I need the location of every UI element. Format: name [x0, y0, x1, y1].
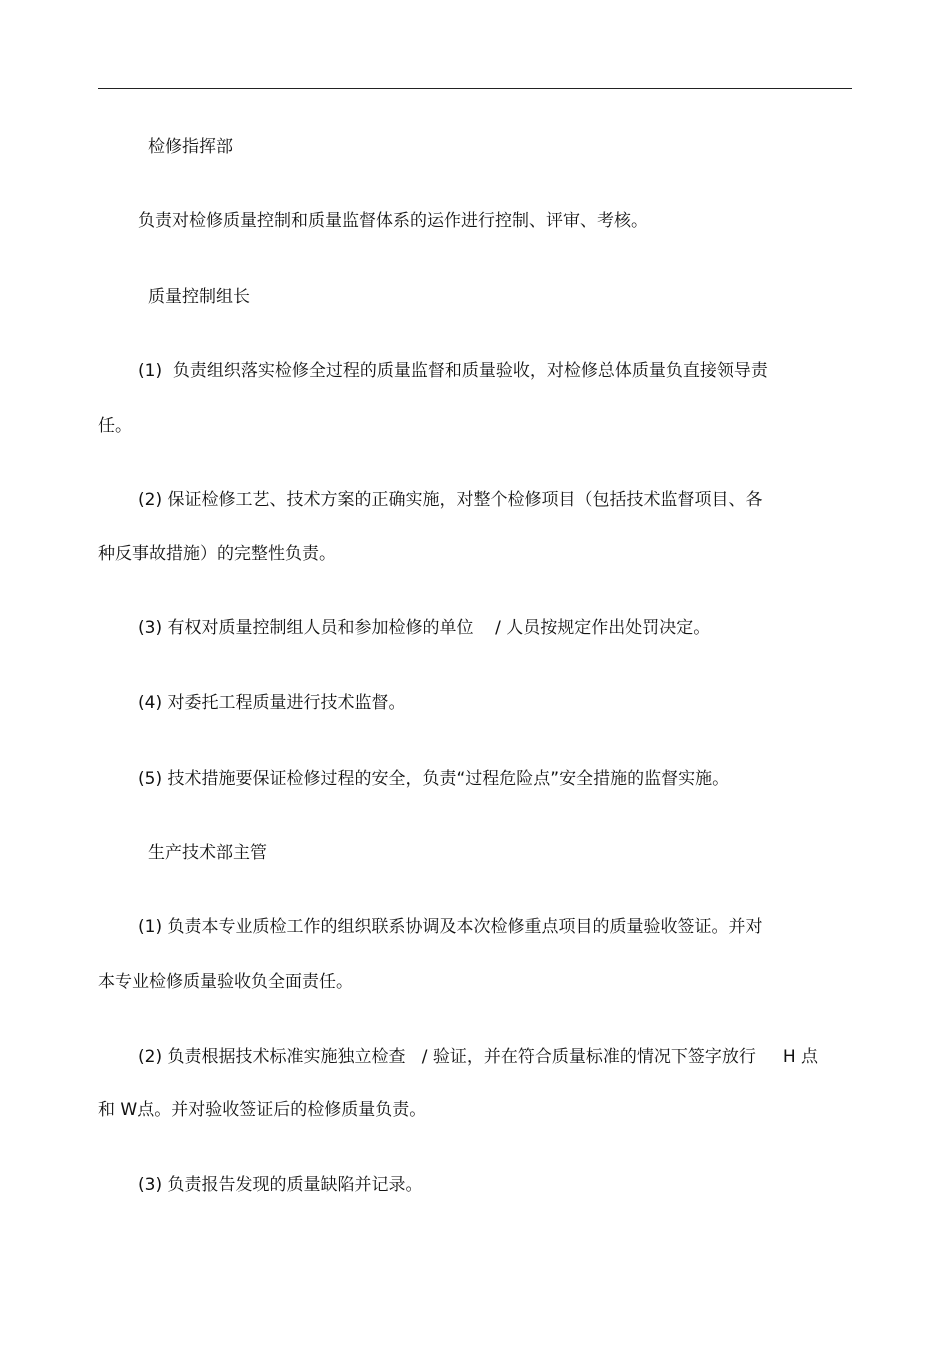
paragraph-manager-item-1: (1) 负责本专业质检工作的组织联系协调及本次检修重点项目的质量验收签证。并对: [138, 917, 763, 937]
section-heading-quality-leader: 质量控制组长: [148, 287, 250, 307]
paragraph-leader-item-2: (2) 保证检修工艺、技术方案的正确实施，对整个检修项目（包括技术监督项目、各: [138, 490, 763, 510]
section-heading-tech-manager: 生产技术部主管: [148, 843, 267, 863]
paragraph-leader-item-1-continued: 任。: [98, 416, 132, 436]
paragraph-leader-item-5: (5) 技术措施要保证检修过程的安全，负责“过程危险点”安全措施的监督实施。: [138, 769, 730, 789]
section-heading-command: 检修指挥部: [148, 137, 233, 157]
paragraph-manager-item-3: (3) 负责报告发现的质量缺陷并记录。: [138, 1175, 423, 1195]
header-rule: [98, 88, 852, 89]
paragraph-leader-item-4: (4) 对委托工程质量进行技术监督。: [138, 693, 406, 713]
paragraph-command-duty: 负责对检修质量控制和质量监督体系的运作进行控制、评审、考核。: [138, 211, 648, 231]
paragraph-leader-item-3: (3) 有权对质量控制组人员和参加检修的单位 / 人员按规定作出处罚决定。: [138, 618, 711, 638]
paragraph-manager-item-2: (2) 负责根据技术标准实施独立检查 / 验证，并在符合质量标准的情况下签字放行 H 点: [138, 1047, 819, 1067]
paragraph-leader-item-1: (1) 负责组织落实检修全过程的质量监督和质量验收，对检修总体质量负直接领导责: [138, 361, 768, 381]
paragraph-leader-item-2-continued: 种反事故措施）的完整性负责。: [98, 544, 336, 564]
paragraph-manager-item-1-continued: 本专业检修质量验收负全面责任。: [98, 972, 353, 992]
paragraph-manager-item-2-continued: 和 W点。并对验收签证后的检修质量负责。: [98, 1100, 427, 1120]
